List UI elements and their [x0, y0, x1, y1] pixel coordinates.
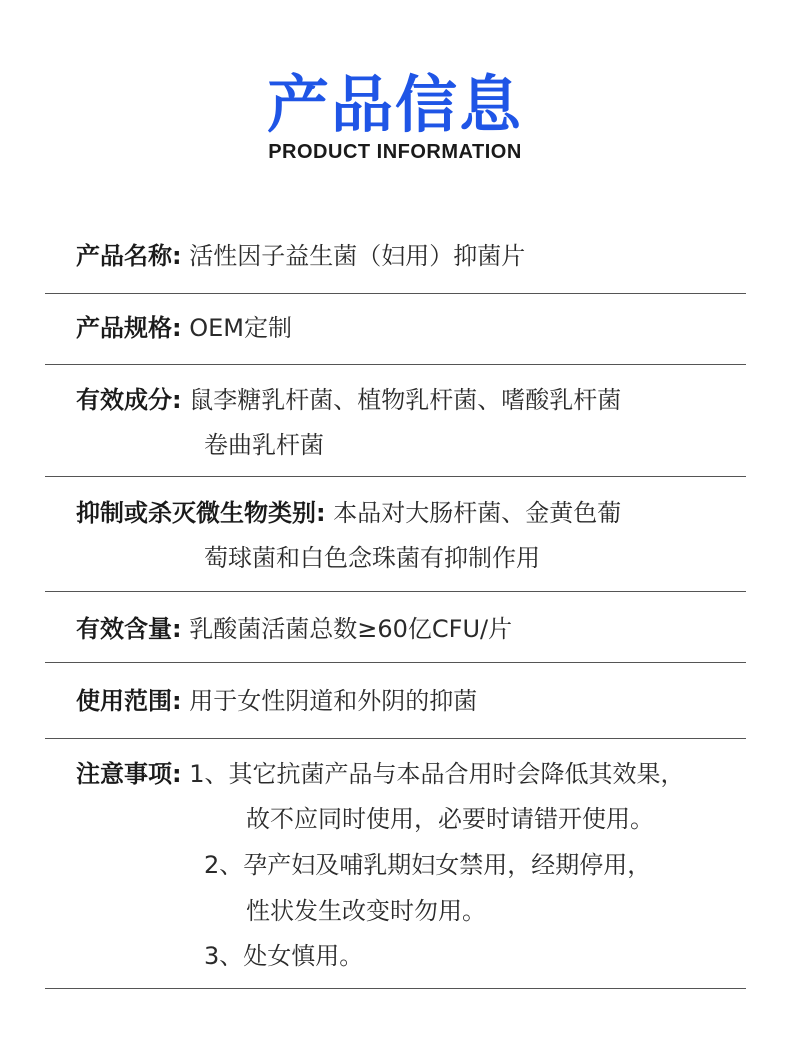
usage-value: 用于女性阴道和外阴的抑菌: [189, 687, 478, 715]
product-name-label: 产品名称:: [76, 242, 182, 270]
notes-label: 注意事项:: [76, 760, 182, 788]
row-product-name: [76, 241, 525, 271]
page-subtitle: PRODUCT INFORMATION: [268, 141, 522, 163]
divider: [45, 364, 746, 365]
ingredients-value-line2: 卷曲乳杆菌: [204, 431, 324, 459]
inhibit-value-line2: 萄球菌和白色念珠菌有抑制作用: [204, 544, 540, 572]
page-title: 产品信息: [266, 68, 523, 141]
row-usage: [76, 686, 477, 716]
content-value: 乳酸菌活菌总数≥60亿CFU/片: [189, 615, 513, 643]
inhibit-label: 抑制或杀灭微生物类别:: [76, 499, 326, 527]
divider: [45, 662, 746, 663]
product-spec-label: 产品规格:: [76, 314, 182, 342]
row-inhibit: [76, 498, 621, 528]
usage-label: 使用范围:: [76, 687, 182, 715]
divider: [45, 476, 746, 477]
ingredients-value-line1: 鼠李糖乳杆菌、植物乳杆菌、嗜酸乳杆菌: [189, 386, 622, 414]
divider: [45, 738, 746, 739]
row-product-spec: [76, 313, 292, 343]
notes-line-4: 性状发生改变时勿用。: [246, 897, 486, 925]
notes-line-5: 3、处女慎用。: [204, 942, 364, 970]
notes-line-2: 故不应同时使用，必要时请错开使用。: [246, 805, 654, 833]
row-ingredients: [76, 385, 621, 415]
divider: [45, 988, 746, 989]
notes-line-1: 1、其它抗菌产品与本品合用时会降低其效果，: [189, 760, 685, 788]
divider: [45, 591, 746, 592]
product-spec-value: OEM定制: [189, 314, 293, 342]
content-label: 有效含量:: [76, 615, 182, 643]
product-name-value: 活性因子益生菌（妇用）抑菌片: [189, 242, 526, 270]
ingredients-label: 有效成分:: [76, 386, 182, 414]
divider: [45, 293, 746, 294]
row-content: [76, 614, 512, 644]
inhibit-value-line1: 本品对大肠杆菌、金黄色葡: [333, 499, 622, 527]
notes-line-3: 2、孕产妇及哺乳期妇女禁用，经期停用，: [204, 851, 652, 879]
row-notes: [76, 759, 685, 789]
